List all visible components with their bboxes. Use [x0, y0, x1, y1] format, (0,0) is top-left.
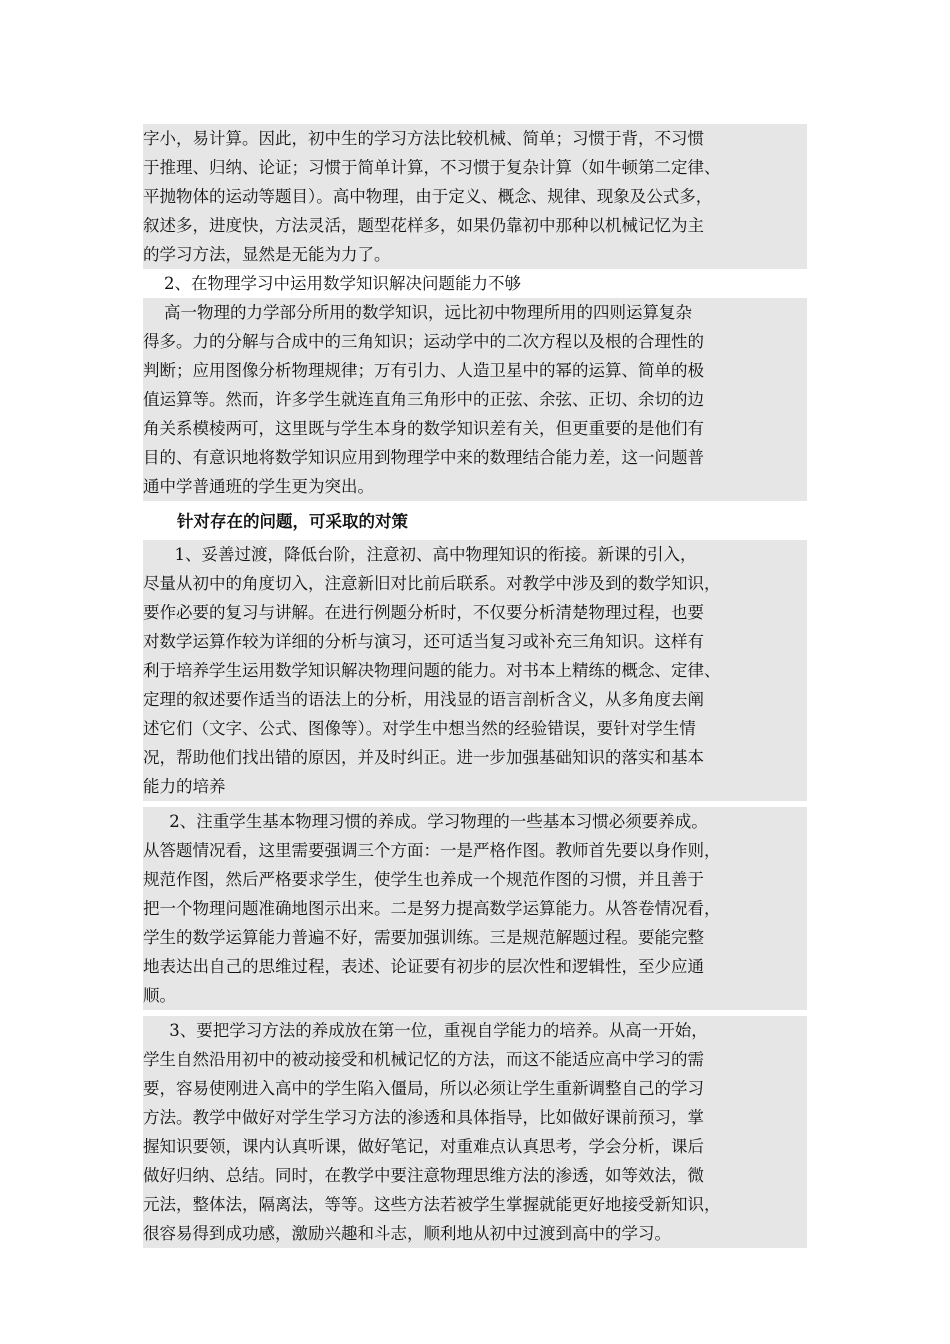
text-line: 的学习方法，显然是无能为力了。	[143, 240, 807, 269]
text-line: 很容易得到成功感，激励兴趣和斗志，顺利地从初中过渡到高中的学习。	[143, 1219, 807, 1248]
text-line: 于推理、归纳、论证；习惯于简单计算，不习惯于复杂计算（如牛顿第二定律、	[143, 153, 807, 182]
text-line: 2、在物理学习中运用数学知识解决问题能力不够	[143, 274, 521, 293]
text-line: 握知识要领，课内认真听课，做好笔记，对重难点认真思考，学会分析，课后	[143, 1132, 807, 1161]
text-line: 能力的培养	[143, 772, 807, 801]
text-line: 2、注重学生基本物理习惯的养成。学习物理的一些基本习惯必须要养成。	[143, 807, 807, 836]
text-line: 对数学运算作较为详细的分析与演习，还可适当复习或补充三角知识。这样有	[143, 627, 807, 656]
text-line: 角关系模棱两可，这里既与学生本身的数学知识差有关，但更重要的是他们有	[143, 414, 807, 443]
text-line: 把一个物理问题准确地图示出来。二是努力提高数学运算能力。从答卷情况看，	[143, 894, 807, 923]
text-line: 平抛物体的运动等题目）。高中物理，由于定义、概念、规律、现象及公式多，	[143, 182, 807, 211]
paragraph-measure-2	[143, 807, 807, 1010]
text-line: 目的、有意识地将数学知识应用到物理学中来的数理结合能力差，这一问题普	[143, 443, 807, 472]
text-line: 规范作图，然后严格要求学生，使学生也养成一个规范作图的习惯，并且善于	[143, 865, 807, 894]
paragraph-measure-3	[143, 1016, 807, 1248]
text-line: 值运算等。然而，许多学生就连直角三角形中的正弦、余弦、正切、余切的边	[143, 385, 807, 414]
document-body	[143, 124, 807, 1248]
paragraph-math-ability-heading	[143, 269, 807, 298]
text-line: 从答题情况看，这里需要强调三个方面：一是严格作图。教师首先要以身作则，	[143, 836, 807, 865]
section-heading: 针对存在的问题，可采取的对策	[177, 512, 408, 531]
paragraph-math-knowledge	[143, 298, 807, 501]
text-line: 判断；应用图像分析物理规律；万有引力、人造卫星中的幂的运算、简单的极	[143, 356, 807, 385]
text-line: 尽量从初中的角度切入，注意新旧对比前后联系。对教学中涉及到的数学知识，	[143, 569, 807, 598]
text-line: 定理的叙述要作适当的语法上的分析，用浅显的语言剖析含义，从多角度去阐	[143, 685, 807, 714]
text-line: 做好归纳、总结。同时，在教学中要注意物理思维方法的渗透，如等效法，微	[143, 1161, 807, 1190]
text-line: 元法，整体法，隔离法，等等。这些方法若被学生掌握就能更好地接受新知识，	[143, 1190, 807, 1219]
text-line: 叙述多，进度快，方法灵活，题型花样多，如果仍靠初中那种以机械记忆为主	[143, 211, 807, 240]
paragraph-learning-method	[143, 124, 807, 269]
text-line: 高一物理的力学部分所用的数学知识，远比初中物理所用的四则运算复杂	[143, 298, 807, 327]
text-line: 述它们（文字、公式、图像等）。对学生中想当然的经验错误，要针对学生情	[143, 714, 807, 743]
text-line: 方法。教学中做好对学生学习方法的渗透和具体指导，比如做好课前预习，掌	[143, 1103, 807, 1132]
text-line: 字小，易计算。因此，初中生的学习方法比较机械、简单；习惯于背，不习惯	[143, 124, 807, 153]
text-line: 学生的数学运算能力普遍不好，需要加强训练。三是规范解题过程。要能完整	[143, 923, 807, 952]
text-line: 顺。	[143, 981, 807, 1010]
text-line: 利于培养学生运用数学知识解决物理问题的能力。对书本上精练的概念、定律、	[143, 656, 807, 685]
text-line: 学生自然沿用初中的被动接受和机械记忆的方法，而这不能适应高中学习的需	[143, 1045, 807, 1074]
text-line: 地表达出自己的思维过程，表述、论证要有初步的层次性和逻辑性，至少应通	[143, 952, 807, 981]
text-line: 况，帮助他们找出错的原因，并及时纠正。进一步加强基础知识的落实和基本	[143, 743, 807, 772]
text-line: 得多。力的分解与合成中的三角知识；运动学中的二次方程以及根的合理性的	[143, 327, 807, 356]
text-line: 1、妥善过渡，降低台阶，注意初、高中物理知识的衔接。新课的引入，	[143, 540, 807, 569]
paragraph-measure-1	[143, 540, 807, 801]
text-line: 要，容易使刚进入高中的学生陷入僵局，所以必须让学生重新调整自己的学习	[143, 1074, 807, 1103]
text-line: 通中学普通班的学生更为突出。	[143, 472, 807, 501]
text-line: 3、要把学习方法的养成放在第一位，重视自学能力的培养。从高一开始，	[143, 1016, 807, 1045]
text-line: 要作必要的复习与讲解。在进行例题分析时，不仅要分析清楚物理过程，也要	[143, 598, 807, 627]
